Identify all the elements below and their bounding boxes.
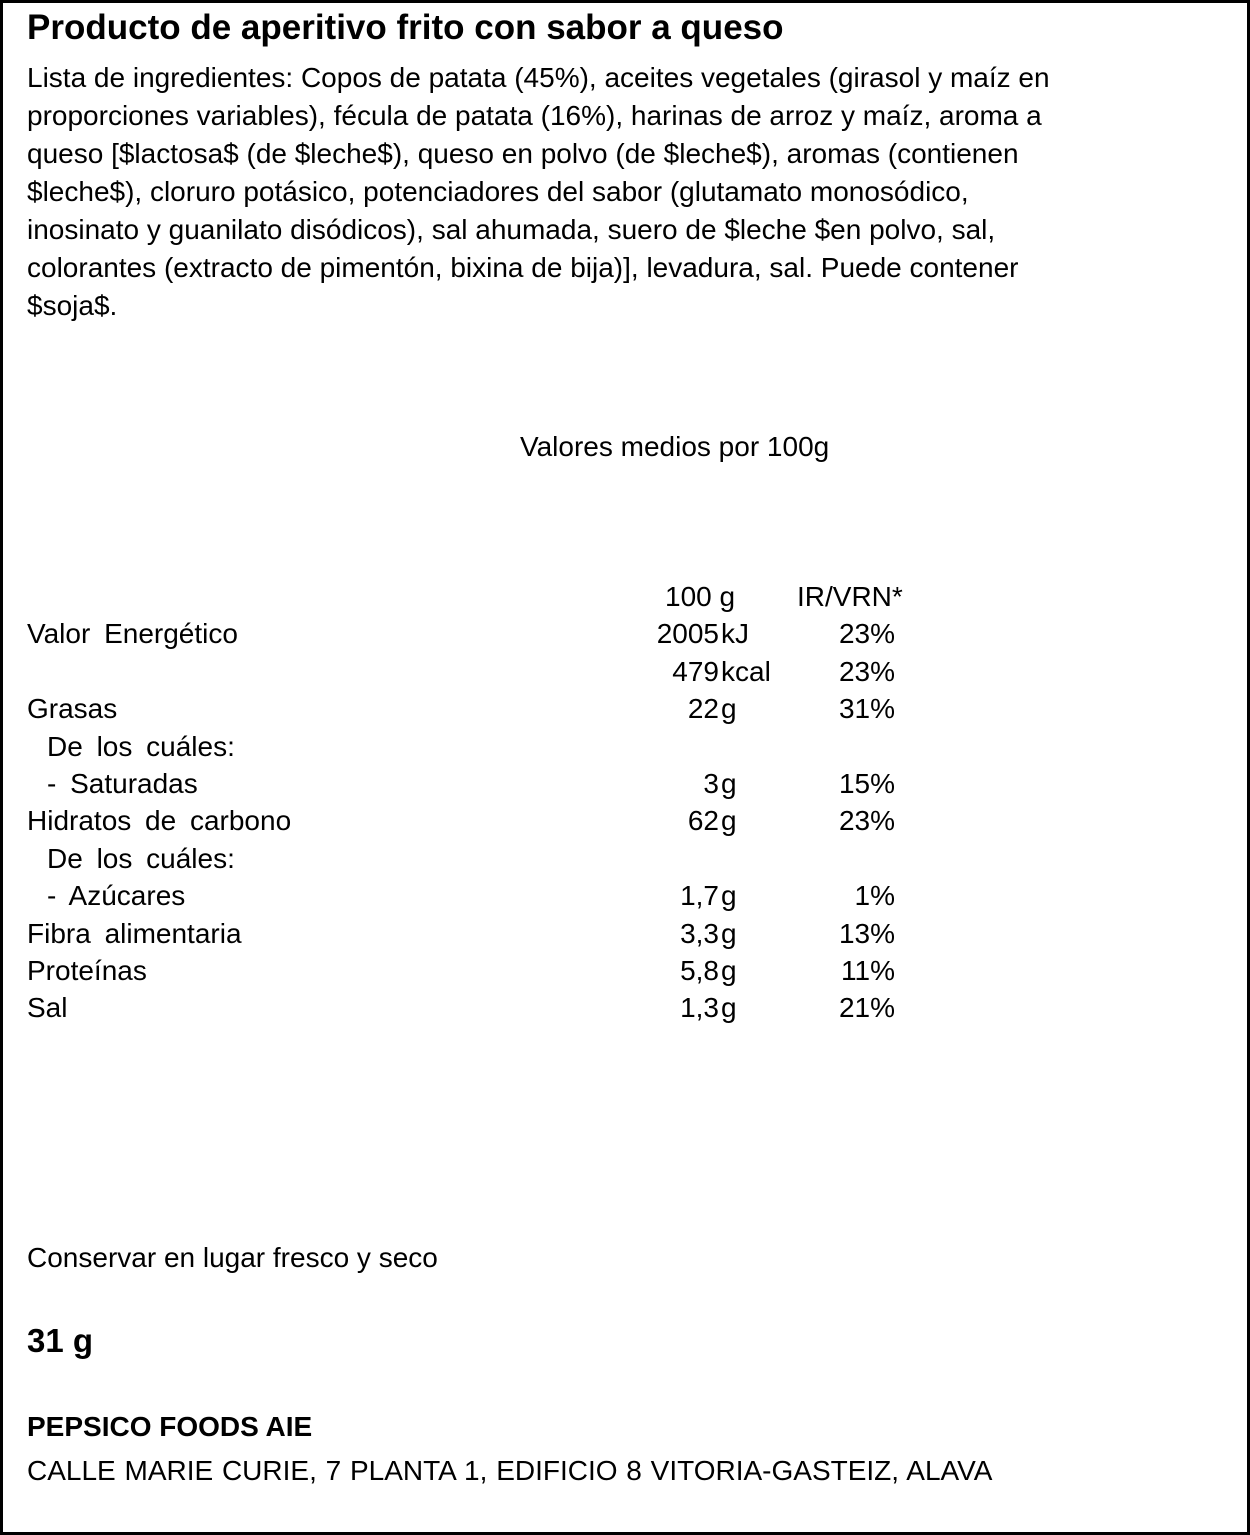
ingredients-line: inosinato y guanilato disódicos), sal ahumada, suero de $leche $en polvo, sal, — [27, 214, 996, 245]
per-100g-heading: Valores medios por 100g — [520, 431, 830, 462]
ingredients-line: colorantes (extracto de pimentón, bixina de bija)], levadura, sal. Puede contener — [27, 252, 1019, 283]
nutrient-label: De los cuáles: — [47, 842, 235, 874]
quantity-header: 100 g — [665, 581, 736, 612]
nutrition-row-saturates — [27, 765, 907, 802]
nutrient-percent: 23% — [838, 618, 895, 650]
nutrient-label: Sal — [27, 992, 68, 1024]
nutrient-amount: 2005 — [656, 618, 719, 650]
nutrition-row-fat — [27, 690, 907, 727]
nutrition-row-energy-kj — [27, 615, 907, 652]
nutrition-row-salt — [27, 989, 907, 1026]
nutrient-unit: kcal — [721, 655, 771, 687]
nutrition-header-row — [27, 578, 907, 615]
nutrient-unit: g — [721, 954, 737, 986]
reference-intake-header: IR/VRN* — [797, 581, 903, 612]
nutrient-amount: 479 — [672, 655, 719, 687]
net-weight: 31 g — [27, 1322, 94, 1359]
nutrient-label: Proteínas — [27, 954, 147, 986]
nutrition-row-carbohydrates — [27, 802, 907, 839]
nutrient-percent: 13% — [838, 917, 895, 949]
ingredients-line: proporciones variables), fécula de patata (16%), harinas de arroz y maíz, aroma a — [27, 100, 1042, 131]
ingredients-list — [27, 59, 1227, 325]
nutrient-percent: 23% — [838, 805, 895, 837]
nutrient-unit: g — [721, 880, 737, 912]
storage-instructions: Conservar en lugar fresco y seco — [27, 1242, 438, 1273]
nutrition-row-protein — [27, 952, 907, 989]
nutrient-label: Hidratos de carbono — [27, 805, 292, 837]
nutrition-table — [27, 578, 907, 1027]
nutrient-amount: 3 — [703, 767, 719, 799]
nutrient-label: Fibra alimentaria — [27, 917, 242, 949]
ingredients-line: $leche$), cloruro potásico, potenciadores del sabor (glutamato monosódico, — [27, 176, 969, 207]
nutrient-percent: 23% — [838, 655, 895, 687]
company-address: CALLE MARIE CURIE, 7 PLANTA 1, EDIFICIO 8 VITORIA-GASTEIZ, ALAVA — [27, 1455, 993, 1486]
nutrient-percent: 1% — [854, 880, 895, 912]
nutrient-amount: 5,8 — [680, 954, 719, 986]
nutrient-unit: g — [721, 917, 737, 949]
nutrient-percent: 11% — [841, 954, 895, 986]
nutrient-label: Valor Energético — [27, 618, 238, 650]
ingredients-line: queso [$lactosa$ (de $leche$), queso en polvo (de $leche$), aromas (contienen — [27, 138, 1019, 169]
nutrition-row-of-which — [27, 728, 907, 765]
nutrient-label: De los cuáles: — [47, 730, 235, 762]
nutrient-amount: 22 — [687, 693, 719, 725]
nutrient-unit: kJ — [721, 618, 749, 650]
nutrient-unit: g — [721, 693, 737, 725]
nutrient-amount: 1,7 — [680, 880, 719, 912]
nutrient-unit: g — [721, 767, 737, 799]
nutrient-amount: 3,3 — [680, 917, 719, 949]
nutrition-row-fibre — [27, 915, 907, 952]
nutrient-unit: g — [721, 992, 737, 1024]
nutrition-row-sugars — [27, 877, 907, 914]
nutrient-amount: 62 — [687, 805, 719, 837]
ingredients-line: $soja$. — [27, 290, 118, 321]
company-name: PEPSICO FOODS AIE — [27, 1411, 313, 1442]
nutrition-row-energy-kcal — [27, 653, 907, 690]
nutrient-percent: 15% — [838, 767, 895, 799]
nutrient-unit: g — [721, 805, 737, 837]
nutrient-label: Grasas — [27, 693, 118, 725]
nutrition-row-of-which — [27, 840, 907, 877]
nutrient-percent: 21% — [838, 992, 895, 1024]
nutrient-label: - Azúcares — [47, 880, 186, 912]
product-title: Producto de aperitivo frito con sabor a queso — [27, 8, 784, 47]
ingredients-line: Lista de ingredientes: Copos de patata (45%), aceites vegetales (girasol y maíz en — [27, 62, 1050, 93]
nutrient-percent: 31% — [838, 693, 895, 725]
nutrient-label: - Saturadas — [47, 767, 198, 799]
nutrient-amount: 1,3 — [680, 992, 719, 1024]
